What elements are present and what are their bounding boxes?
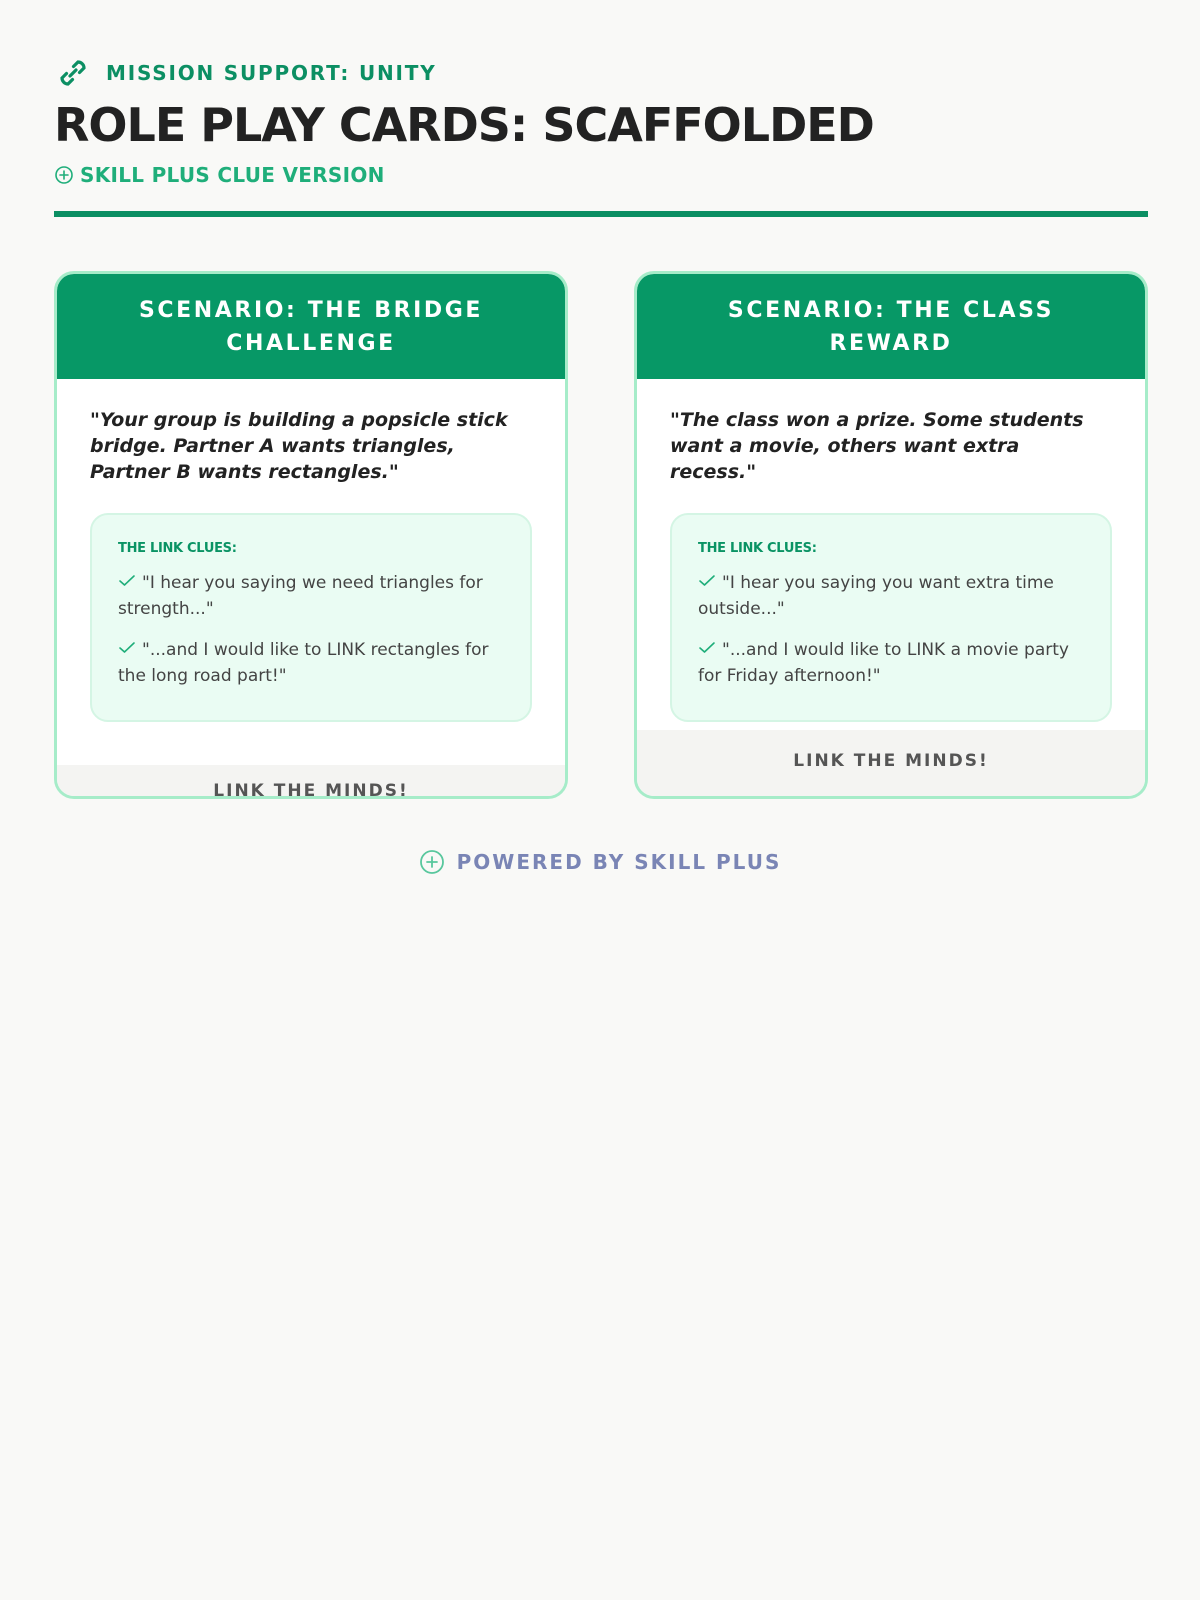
card-footer: LINK THE MINDS!: [637, 730, 1145, 796]
powered-by-footer: [0, 849, 1200, 875]
plus-circle-icon: [54, 165, 74, 185]
clues-box: [670, 513, 1112, 722]
clue-text: "...and I would like to LINK a movie party for Friday afternoon!": [698, 640, 1069, 687]
plus-circle-icon: [419, 849, 445, 875]
clue-item: [118, 637, 504, 689]
clue-item: [118, 570, 504, 622]
card-grid: [54, 271, 1148, 799]
scenario-quote: "Your group is building a popsicle stick bridge. Partner A wants triangles, Partner B wants rectangles.": [90, 409, 508, 484]
check-icon: [118, 570, 136, 584]
clue-text: "I hear you saying you want extra time outside...": [698, 573, 1054, 620]
scenario-quote: "The class won a prize. Some students want a movie, others want extra recess.": [670, 409, 1084, 484]
eyebrow-row: [54, 54, 1148, 92]
clues-box: [90, 513, 532, 722]
subtitle: SKILL PLUS CLUE VERSION: [80, 163, 385, 188]
header-divider: [54, 211, 1148, 217]
powered-by-text: POWERED BY SKILL PLUS: [456, 850, 782, 874]
subtitle-row: [54, 163, 1148, 187]
clue-item: [698, 570, 1084, 622]
check-icon: [118, 637, 136, 651]
page: [54, 54, 1148, 799]
clues-title: THE LINK CLUES:: [118, 541, 237, 557]
eyebrow-label: MISSION SUPPORT: UNITY: [106, 61, 437, 85]
role-play-card: [54, 271, 568, 799]
clues-title: THE LINK CLUES:: [698, 541, 817, 557]
check-icon: [698, 570, 716, 584]
clue-text: "...and I would like to LINK rectangles for the long road part!": [118, 640, 489, 687]
clue-item: [698, 637, 1084, 689]
role-play-card: [634, 271, 1148, 799]
clue-text: "I hear you saying we need triangles for strength...": [118, 573, 483, 620]
link-chain-icon: [54, 54, 92, 92]
card-header: SCENARIO: THE CLASS REWARD: [637, 274, 1145, 379]
card-footer: LINK THE MINDS!: [57, 765, 565, 796]
card-body: [57, 379, 565, 722]
check-icon: [698, 637, 716, 651]
card-body: [637, 379, 1145, 722]
page-title: ROLE PLAY CARDS: SCAFFOLDED: [54, 98, 874, 152]
card-header: SCENARIO: THE BRIDGE CHALLENGE: [57, 274, 565, 379]
